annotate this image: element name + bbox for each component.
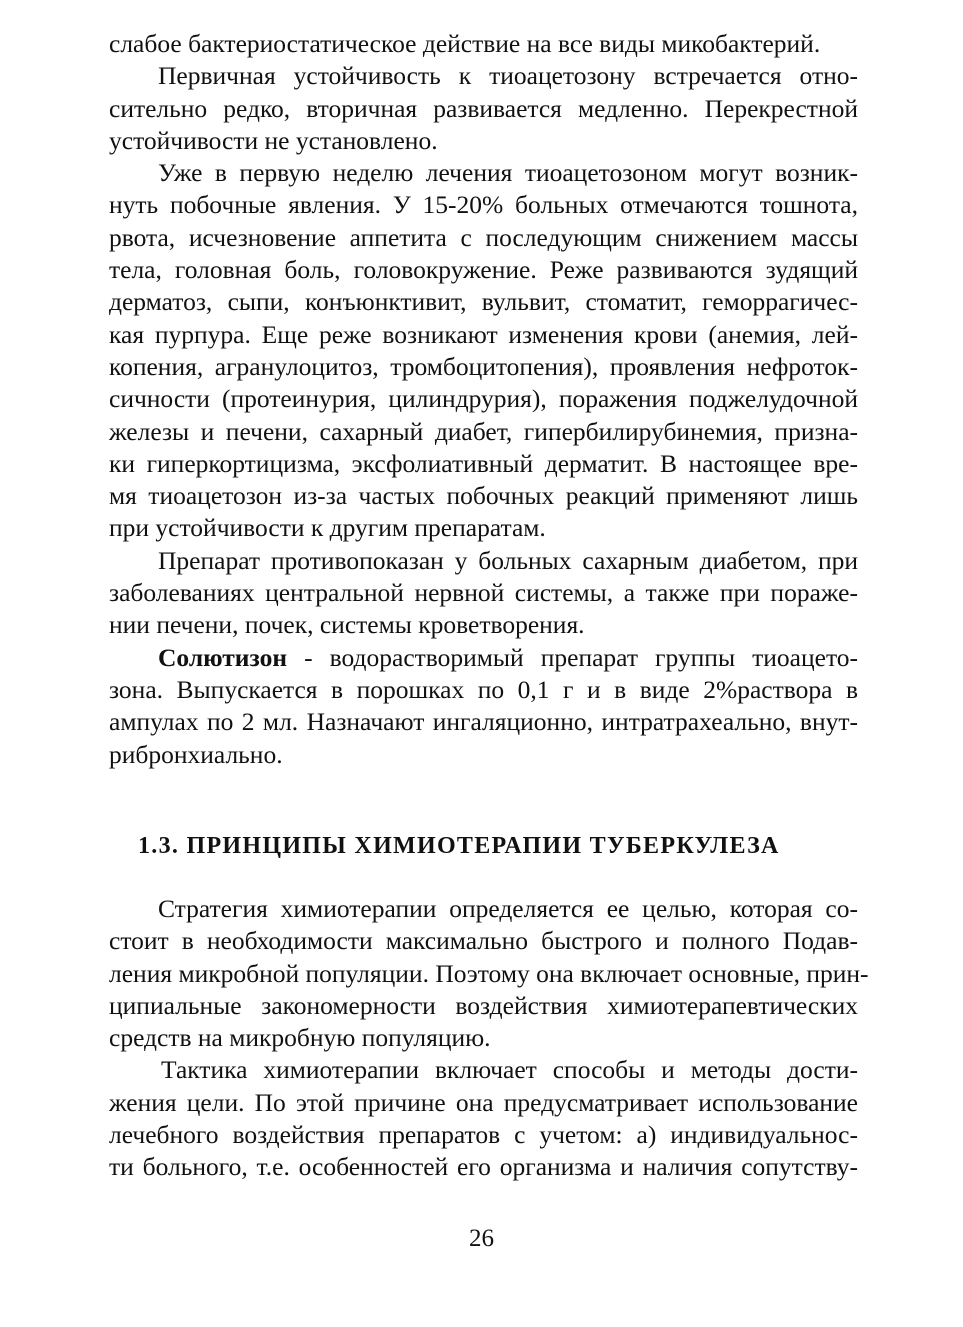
text-line: средств на микробную популяцию.	[109, 1023, 491, 1053]
paragraph-contraindications	[109, 545, 858, 642]
body-text-top	[109, 28, 858, 771]
text-line: тела, головная боль, головокружение. Реже развиваются зудящий	[109, 255, 858, 285]
text-line	[109, 642, 858, 674]
paragraph-resistance	[109, 60, 858, 157]
text-line: сичности (протеинурия, цилиндрурия), поражения поджелудочной	[109, 384, 858, 414]
text-line: Препарат противопоказан у больных сахарным диабетом, при	[158, 545, 858, 575]
text-line: нуть побочные явления. У 15-20% больных отмечаются тошнота,	[109, 190, 858, 220]
text-line: копения, агранулоцитоз, тромбоцитопения), проявления нефроток-	[109, 351, 858, 381]
paragraph-side-effects	[109, 157, 858, 545]
text-line: при устойчивости к другим препаратам.	[109, 513, 546, 543]
drug-term: Солютизон	[158, 642, 288, 672]
text-line: рибронхиально.	[109, 739, 283, 769]
text-line: дерматоз, сыпи, конъюнктивит, вульвит, стоматит, геморрагичес-	[109, 287, 858, 317]
term-dash: -	[287, 642, 330, 672]
text-line: Стратегия химиотерапии определяется ее целью, которая со-	[158, 894, 858, 923]
paragraph-solutizon	[109, 642, 858, 771]
text-line: слабое бактериостатическое действие на все виды микобактерий.	[109, 29, 821, 58]
text-line: кая пурпура. Еще реже возникают изменения крови (анемия, лей-	[109, 319, 858, 349]
text-line: Уже в первую неделю лечения тиоацетозоном могут возник-	[158, 158, 858, 188]
text-line: жения цели. По этой причине она предусматривает использование	[109, 1087, 858, 1117]
body-text-bottom	[109, 893, 869, 1184]
text-line: ципиальные закономерности воздействия химиотерапевтических	[109, 990, 858, 1020]
text-line: сительно редко, вторичная развивается медленно. Перекрестной	[109, 93, 858, 123]
text-line: ти больного, т.е. особенностей его организма и наличия сопутству-	[109, 1152, 858, 1182]
text-line: ки гиперкортицизма, эксфолиативный дерматит. В настоящее вре-	[109, 448, 858, 478]
text-line: нии печени, почек, системы кроветворения.	[109, 610, 585, 640]
text-line: заболеваниях центральной нервной системы, а также при пораже-	[109, 578, 858, 608]
text-line: лечебного воздействия препаратов с учетом: а) индивидуальнос-	[109, 1120, 858, 1150]
text-line: мя тиоацетозон из-за частых побочных реакций применяют лишь	[109, 481, 858, 511]
text-line: стоит в необходимости максимально быстрого и полного Подав-	[109, 926, 858, 956]
text-line: зона. Выпускается в порошках по 0,1 г и в виде 2%раствора в	[109, 674, 858, 704]
page-number: 26	[469, 1225, 494, 1252]
paragraph-strategy	[109, 893, 869, 1054]
text-line: ления микробной популяции. Поэтому она включает основные, прин-	[109, 958, 869, 988]
text-line: рвота, исчезновение аппетита с последующим снижением массы	[109, 222, 858, 252]
text-line: железы и печени, сахарный диабет, гипербилирубинемия, призна-	[109, 416, 858, 446]
paragraph-tactics	[109, 1054, 858, 1183]
text-line: Первичная устойчивость к тиоацетозону встречается отно-	[158, 61, 858, 91]
text-line: устойчивости не установлено.	[109, 125, 438, 155]
text-line: Тактика химиотерапии включает способы и методы дости-	[161, 1055, 858, 1085]
text-line: ампулах по 2 мл. Назначают ингаляционно, интратрахеально, внут-	[109, 707, 858, 737]
section-heading: 1.3. ПРИНЦИПЫ ХИМИОТЕРАПИИ ТУБЕРКУЛЕЗА	[138, 833, 780, 859]
text-fragment: водорастворимый препарат группы тиоацето-	[329, 642, 858, 672]
paragraph-continuation	[109, 28, 858, 60]
